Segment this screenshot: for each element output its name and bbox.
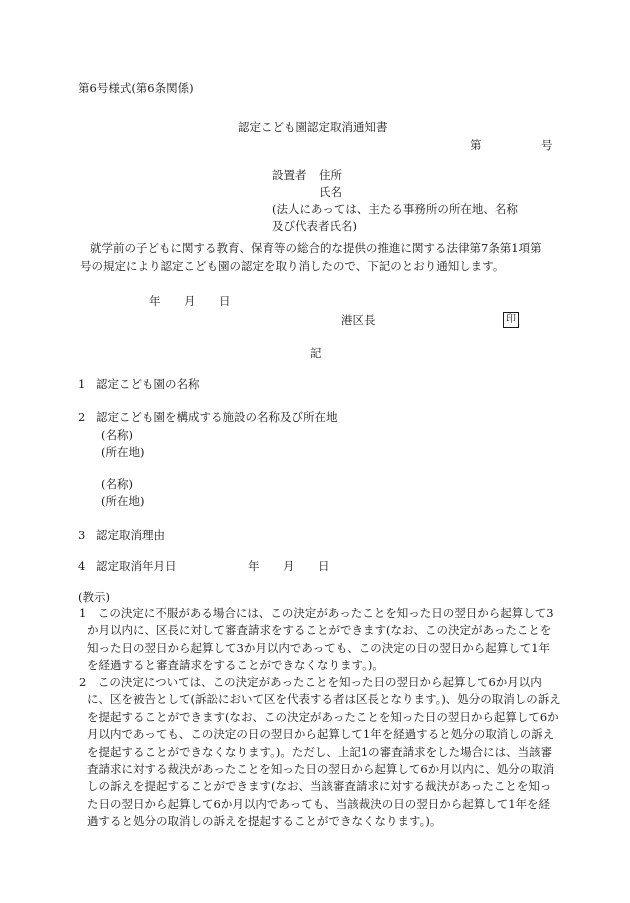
doc-number-suffix: 号 [541, 138, 553, 152]
recipient-name-label: 氏名 [319, 185, 342, 199]
item2-number: 2 [78, 410, 86, 424]
item3-line [78, 528, 165, 542]
recipient-note-line1: (法人にあっては、主たる事務所の所在地、名称 [272, 202, 518, 216]
item2-line [78, 410, 338, 424]
date-day: 日 [219, 294, 231, 308]
item3-label: 認定取消理由 [96, 528, 165, 542]
form-number: 第6号様式(第6条関係) [78, 81, 194, 95]
item2-name2: (名称) [101, 477, 133, 491]
date-month: 月 [184, 294, 196, 308]
item4-day: 日 [318, 559, 330, 573]
instruction-heading: (教示) [78, 590, 110, 604]
item2-name1: (名称) [101, 428, 133, 442]
issuer-title: 港区長 [341, 313, 376, 327]
item1-label: 認定こども園の名称 [96, 377, 200, 391]
item2-label: 認定こども園を構成する施設の名称及び所在地 [96, 410, 338, 424]
item1-line [78, 377, 200, 391]
item4-line [78, 559, 177, 573]
document-title: 認定こども園認定取消通知書 [238, 120, 388, 134]
record-heading: 記 [310, 346, 322, 360]
item2-address2: (所在地) [101, 494, 145, 508]
recipient-note-line2: 及び代表者氏名) [272, 219, 357, 233]
notice-body: 就学前の子どもに関する教育、保育等の総合的な提供の推進に関する法律第7条第1項第号の規定により認定こども園の認定を取り消したので、下記のとおり通知します。 [80, 241, 542, 273]
item2-address1: (所在地) [101, 445, 145, 459]
item4-year: 年 [248, 559, 260, 573]
instruction-item2: 2 この決定については、この決定があったことを知った日の翌日から起算して6か月以内に、区を被告として(訴訟において区を代表する者は区長となります。)、処分の取消しの訴えを提起することができます(なお、この決定があったことを知った日の翌日から起算して6か月以内であっても、この決定の日の翌日から起算して1年を経過すると処分の取消しの訴えを提起することができなくなります。)。ただし、上記1の審査請求をした場合には、当該審査請求に対する裁決があったことを知った日の翌日から起算して6か月以内に、処分の取消しの訴えを提起することができます(なお、当該審査請求に対する裁決があったことを知った日の翌日から起算して6か月以内であっても、当該裁決の日の翌日から起算して1年を経過すると処分の取消しの訴えを提起することができなくなります。)。 [79, 675, 561, 829]
recipient-role: 設置者 [272, 168, 307, 182]
date-year: 年 [149, 294, 161, 308]
item4-label: 認定取消年月日 [96, 559, 177, 573]
item4-number: 4 [78, 559, 86, 573]
item1-number: 1 [78, 377, 86, 391]
recipient-address-label: 住所 [319, 168, 342, 182]
seal-mark: 印 [503, 312, 519, 328]
item4-month: 月 [283, 559, 295, 573]
item3-number: 3 [78, 528, 86, 542]
instruction-item1: 1 この決定に不服がある場合には、この決定があったことを知った日の翌日から起算して3か月以内に、区長に対して審査請求をすることができます(なお、この決定があったことを知った日の翌日から起算して3か月以内であっても、この決定の日の翌日から起算して1年を経過すると審査請求をすることができなくなります。)。 [79, 606, 554, 673]
doc-number-prefix: 第 [470, 138, 482, 152]
